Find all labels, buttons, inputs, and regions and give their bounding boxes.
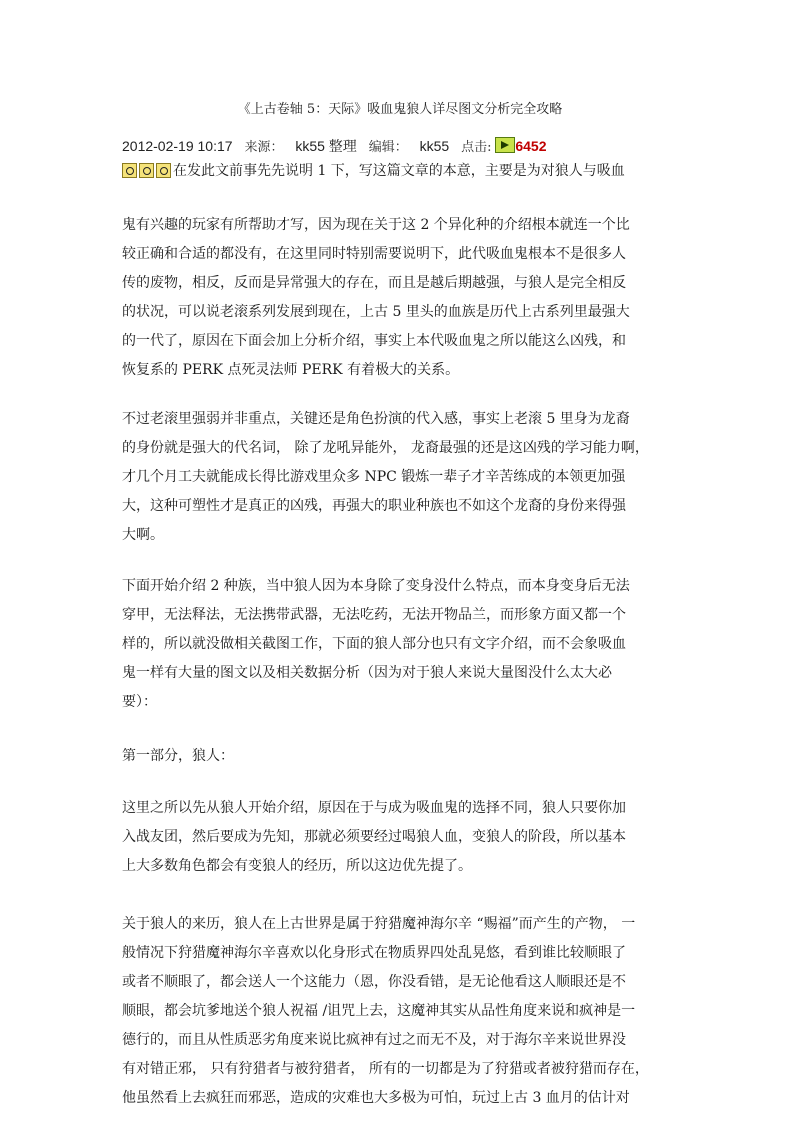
source-label: 来源：	[244, 140, 284, 155]
paragraph-line: 要）：	[122, 694, 157, 710]
section-heading-text: 第一部分，狼人：	[122, 748, 234, 764]
paragraph-intro	[122, 157, 682, 189]
smiley-icon	[139, 163, 154, 178]
editor-value: kk55	[419, 138, 450, 154]
paragraph-line	[122, 157, 682, 189]
paragraph-line: 较正确和合适的都没有，在这里同时特别需要说明下，此代吸血鬼根本不是很多人	[122, 246, 626, 262]
paragraph	[122, 572, 682, 717]
paragraph	[122, 794, 682, 881]
paragraph-line: 有对错正邪， 只有狩猎者与被狩猎者， 所有的一切都是为了狩猎或者被狩猎而存在，	[122, 1061, 649, 1077]
paragraph-line: 入战友团，然后要成为先知，那就必须要经过喝狼人血，变狼人的阶段，所以基本	[122, 829, 626, 845]
paragraph-line: 这里之所以先从狼人开始介绍，原因在于与成为吸血鬼的选择不同，狼人只要你加	[122, 800, 626, 816]
source-value: kk55 整理	[295, 138, 357, 154]
emoji-icons	[122, 160, 173, 189]
paragraph-line: 他虽然看上去疯狂而邪恶，造成的灾难也大多极为可怕，玩过上古 3 血月的估计对	[122, 1090, 630, 1106]
paragraph-line: 传的废物，相反，反而是异常强大的存在，而且是越后期越强，与狼人是完全相反	[122, 275, 626, 291]
publish-date: 2012-02-19 10:17	[122, 138, 233, 154]
paragraph-line: 般情况下狩猎魔神海尔辛喜欢以化身形式在物质界四处乱晃悠，看到谁比较顺眼了	[122, 945, 626, 961]
smiley-icon	[122, 163, 137, 178]
paragraph-line: 才几个月工夫就能成长得比游戏里众多 NPC 锻炼一辈子才辛苦练成的本领更加强	[122, 469, 626, 485]
paragraph-line: 的一代了，原因在下面会加上分析介绍，事实上本代吸血鬼之所以能这么凶残，和	[122, 333, 626, 349]
paragraph-line: 或者不顺眼了，都会送人一个这能力（恩，你没看错，是无论他看这人顺眼还是不	[122, 974, 626, 990]
paragraph-line: 恢复系的 PERK 点死灵法师 PERK 有着极大的关系。	[122, 362, 460, 378]
paragraph	[122, 405, 682, 550]
clicks-arrow-icon	[495, 137, 515, 153]
paragraph-line: 的身份就是强大的代名词， 除了龙吼异能外， 龙裔最强的还是这凶残的学习能力啊，	[122, 440, 649, 456]
smiley-icon	[156, 163, 171, 178]
article-meta	[122, 136, 547, 156]
paragraph-line: 大，这种可塑性才是真正的凶残，再强大的职业种族也不如这个龙裔的身份来得强	[122, 498, 626, 514]
paragraph-line: 大啊。	[122, 527, 164, 543]
editor-label: 编辑：	[368, 140, 408, 155]
paragraph-line: 鬼一样有大量的图文以及相关数据分析（因为对于狼人来说大量图没什么太大必	[122, 665, 612, 681]
paragraph-line: 鬼有兴趣的玩家有所帮助才写，因为现在关于这 2 个异化种的介绍根本就连一个比	[122, 217, 630, 233]
paragraph-line: 顺眼，都会坑爹地送个狼人祝福 /诅咒上去，这魔神其实从品性角度来说和疯神是一	[122, 1003, 636, 1019]
paragraph	[122, 910, 682, 1113]
clicks-count: 6452	[515, 138, 547, 154]
article-title: 《上古卷轴 5：天际》吸血鬼狼人详尽图文分析完全攻略	[237, 102, 563, 117]
paragraph	[122, 211, 682, 385]
clicks-label: 点击:	[461, 140, 492, 155]
paragraph-line: 穿甲，无法释法，无法携带武器，无法吃药，无法开物品兰，而形象方面又都一个	[122, 607, 626, 623]
paragraph-line: 上大多数角色都会有变狼人的经历，所以这边优先提了。	[122, 858, 472, 874]
paragraph-line: 的状况，可以说老滚系列发展到现在，上古 5 里头的血族是历代上古系列里最强大	[122, 304, 630, 320]
paragraph-line: 德行的，而且从性质恶劣角度来说比疯神有过之而无不及，对于海尔辛来说世界没	[122, 1032, 626, 1048]
paragraph-line: 下面开始介绍 2 种族，当中狼人因为本身除了变身没什么特点，而本身变身后无法	[122, 578, 630, 594]
paragraph-line: 样的，所以就没做相关截图工作，下面的狼人部分也只有文字介绍，而不会象吸血	[122, 636, 626, 652]
paragraph-line: 关于狼人的来历，狼人在上古世界是属于狩猎魔神海尔辛 “赐福”而产生的产物， 一	[122, 916, 636, 932]
line-text: 在发此文前事先先说明 1 下，写这篇文章的本意，主要是为对狼人与吸血	[173, 163, 625, 179]
paragraph-line: 不过老滚里强弱并非重点，关键还是角色扮演的代入感，事实上老滚 5 里身为龙裔	[122, 411, 630, 427]
section-heading	[122, 742, 682, 771]
